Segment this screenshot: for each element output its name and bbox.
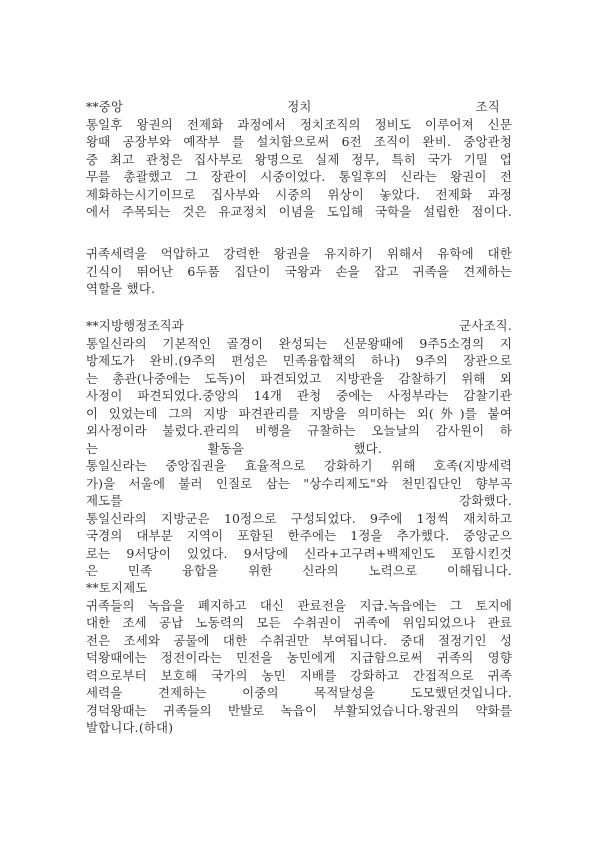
heading-part: **지방행정조직과 bbox=[86, 318, 184, 333]
heading-part: 조직 bbox=[475, 99, 500, 114]
paragraph-line: 발합니다.(하대) bbox=[86, 720, 174, 735]
paragraph-line: 긴식이 뛰어난 6두품 집단이 국왕과 손을 잡고 귀족을 견제하는 bbox=[86, 263, 512, 279]
paragraph-line: 에서 주목되는 것은 유교정치 이념을 도입해 국학을 설립한 점이다. bbox=[86, 204, 512, 219]
heading-part: **중앙 bbox=[86, 99, 124, 114]
paragraph-line: 통일신라의 기본적인 골경이 완성되는 신문왕때에 9주5소경의 지 bbox=[86, 335, 512, 351]
section-central bbox=[86, 98, 512, 221]
heading-part: 군사조직. bbox=[459, 318, 512, 333]
paragraph-line: 는 총관(나중에는 도독)이 파견되었고 지방관을 감찰하기 위해 외 bbox=[86, 370, 512, 386]
paragraph-line: 통일신라의 지방군은 10정으로 구성되었다. 9주에 1정씩 재치하고 bbox=[86, 510, 512, 526]
paragraph-line: 귀족들의 녹읍을 폐지하고 대신 관료전을 지급.녹읍에는 그 토지에 bbox=[86, 597, 512, 613]
paragraph-line: 무를 총괄했고 그 장관이 시중이었다. 통일후의 신라는 왕권이 전 bbox=[86, 169, 512, 184]
paragraph-line: 는 활동을 했다. bbox=[86, 440, 382, 456]
heading-part: 정치 bbox=[287, 99, 312, 114]
section-heading bbox=[86, 98, 512, 116]
paragraph-line: 력으로부터 보호해 국가의 농민 지배를 강화하고 간접적으로 귀족 bbox=[86, 667, 512, 683]
section-heading bbox=[86, 579, 512, 597]
paragraph-line: 덕왕때에는 정전이라는 민전을 농민에게 지급함으로써 귀족의 영향 bbox=[86, 650, 512, 665]
paragraph-line: 사정이 파견되었다.중앙의 14개 관청 중에는 사정부라는 감찰기관 bbox=[86, 388, 512, 403]
paragraph-line: 전은 조세와 공물에 대한 수취권만 부여됩니다. 중대 절정기인 성 bbox=[86, 632, 512, 648]
section-aristocracy bbox=[86, 245, 512, 298]
paragraph-line: 왕때 공장부와 예작부 를 설치함으로써 6전 조직이 완비. 중앙관청 bbox=[86, 134, 512, 149]
paragraph-line: 통일신라는 중앙집권을 효율적으로 강화하기 위해 호족(지방세력 bbox=[86, 458, 512, 473]
paragraph-line: 대한 조세 공납 노동력의 모든 수취권이 귀족에 위임되었으나 관료 bbox=[86, 615, 512, 630]
paragraph-line: 외사정이라 불렀다.관리의 비행을 규찰하는 오늘날의 감사원이 하 bbox=[86, 423, 512, 438]
paragraph-line: 귀족세력을 억압하고 강력한 왕권을 유지하기 위해서 유학에 대한 bbox=[86, 246, 512, 261]
heading-part: **토지제도 bbox=[86, 580, 148, 595]
paragraph-line: 중 최고 관청은 집사부로 왕명으로 실제 정무, 특히 국가 기밀 업 bbox=[86, 151, 512, 167]
paragraph-line: 은 민족 융합을 위한 신라의 노력으로 이해됩니다. bbox=[86, 563, 512, 578]
paragraph-line: 가)을 서울에 불러 인질로 삼는 "상수리제도"와 천민집단인 향부곡 bbox=[86, 475, 512, 491]
paragraph-line: 역할을 했다. bbox=[86, 281, 156, 296]
paragraph-line: 국경의 대부분 지역이 포함된 한주에는 1정을 추가했다. 중앙군으 bbox=[86, 528, 512, 543]
section-land bbox=[86, 579, 512, 737]
paragraph-line: 제도를 강화했다. bbox=[86, 493, 512, 508]
paragraph-line: 세력을 견제하는 이중의 목적달성을 도모했던것입니다. bbox=[86, 685, 512, 700]
section-heading bbox=[86, 317, 512, 335]
paragraph-line: 통일후 왕권의 전제화 과정에서 정치조직의 정비도 이루어져 신문 bbox=[86, 116, 512, 132]
paragraph-line: 제화하는시기이므로 집사부와 시중의 위상이 놓았다. 전제화 과정 bbox=[86, 186, 512, 202]
paragraph-line: 방제도가 완비.(9주의 편성은 민족융합책의 하나) 9주의 장관으로 bbox=[86, 353, 512, 368]
section-local bbox=[86, 317, 512, 580]
paragraph-line: 경덕왕때는 귀족들의 반발로 녹읍이 부활되었습니다.왕권의 약화를 bbox=[86, 702, 512, 718]
paragraph-line: 이 있었는데 그의 지방 파견관리를 지방을 의미하는 외(外)를 붙여 bbox=[86, 405, 512, 421]
paragraph-line: 로는 9서당이 있었다. 9서당에 신라+고구려+백제인도 포함시킨것 bbox=[86, 545, 512, 561]
